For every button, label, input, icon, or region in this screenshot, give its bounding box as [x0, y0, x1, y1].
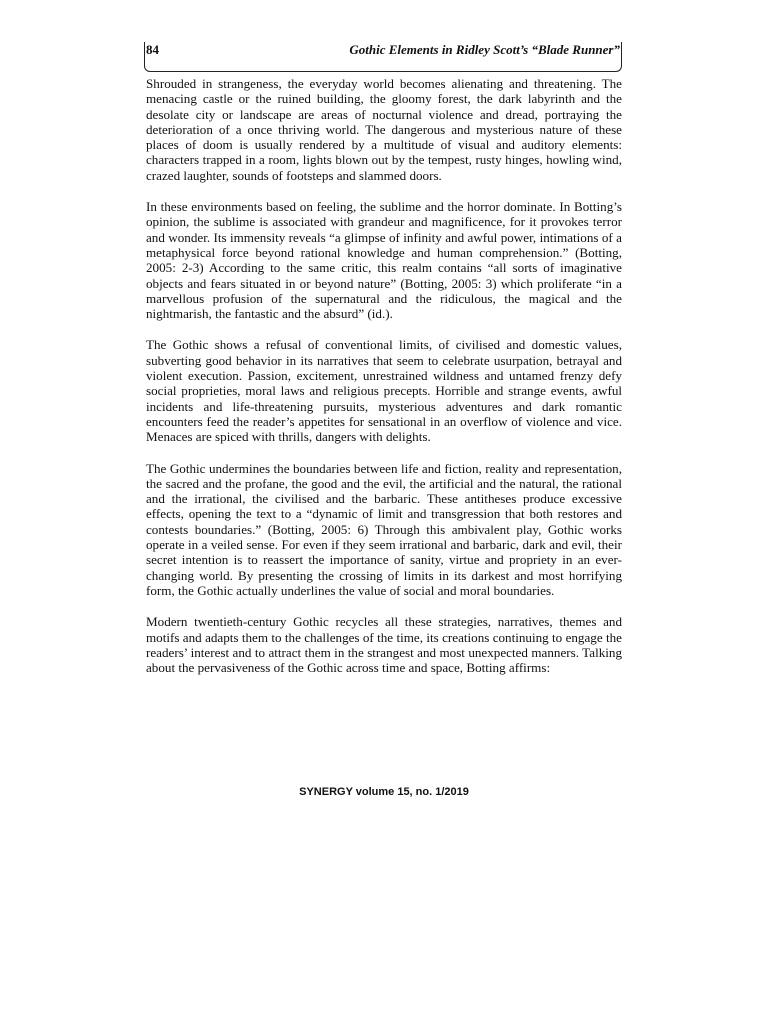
paragraph: Modern twentieth-century Gothic recycles all these strategies, narratives, themes and motifs and adapts them to the challenges of the time, its creations continuing to engage the readers’ interest and to attract them in the strangest and most unexpected manners. Talking about the pervasiveness of the Gothic across time and space, Botting affirms: [146, 614, 622, 676]
paragraph: In these environments based on feeling, the sublime and the horror dominate. In Botting’s opinion, the sublime is associated with grandeur and magnificence, for it provokes terror and wonder. Its immensity reveals “a glimpse of infinity and awful power, intimations of a metaphysical force beyond rational knowledge and human comprehension.” (Botting, 2005: 2-3) According to the same critic, this realm contains “all sorts of imaginative objects and fears situated in or beyond nature” (Botting, 2005: 3) which proliferate “in a marvellous profusion of the supernatural and the ridiculous, the magical and the nightmarish, the fantastic and the absurd” (id.). [146, 199, 622, 322]
page-number: 84 [146, 42, 159, 57]
paragraph: The Gothic shows a refusal of conventional limits, of civilised and domestic values, subverting good behavior in its narratives that seem to celebrate usurpation, betrayal and violent execution. Passion, excitement, unrestrained wildness and untamed frenzy defy social proprieties, moral laws and religious precepts. Horrible and strange events, awful incidents and life-threatening pursuits, mysterious adventures and dark romantic encounters feed the reader’s appetites for sensational in an overflow of violence and vice. Menaces are spiced with thrills, dangers with delights. [146, 337, 622, 445]
paragraph: Shrouded in strangeness, the everyday world becomes alienating and threatening. The menacing castle or the ruined building, the gloomy forest, the dark labyrinth and the desolate city or landscape are areas of nocturnal violence and dread, portraying the deterioration of a once thriving world. The dangerous and mysterious nature of these places of doom is usually rendered by a multitude of visual and auditory elements: characters trapped in a room, lights blown out by the tempest, rusty hinges, howling wind, crazed laughter, sounds of footsteps and slammed doors. [146, 76, 622, 183]
body-text [146, 76, 622, 691]
running-title: Gothic Elements in Ridley Scott’s “Blade Runner” [349, 42, 620, 57]
journal-footer: SYNERGY volume 15, no. 1/2019 [299, 786, 469, 798]
paragraph: The Gothic undermines the boundaries between life and fiction, reality and representation, the sacred and the profane, the good and the evil, the artificial and the natural, the rational and the irrational, the civilised and the barbaric. These antitheses produce excessive effects, opening the text to a “dynamic of limit and transgression that both restores and contests boundaries.” (Botting, 2005: 6) Through this ambivalent play, Gothic works operate in a veiled sense. For even if they seem irrational and barbaric, dark and evil, their secret intention is to reassert the importance of sanity, virtue and propriety in an ever-changing world. By presenting the crossing of limits in its darkest and most horrifying form, the Gothic actually underlines the value of social and moral boundaries. [146, 460, 622, 598]
